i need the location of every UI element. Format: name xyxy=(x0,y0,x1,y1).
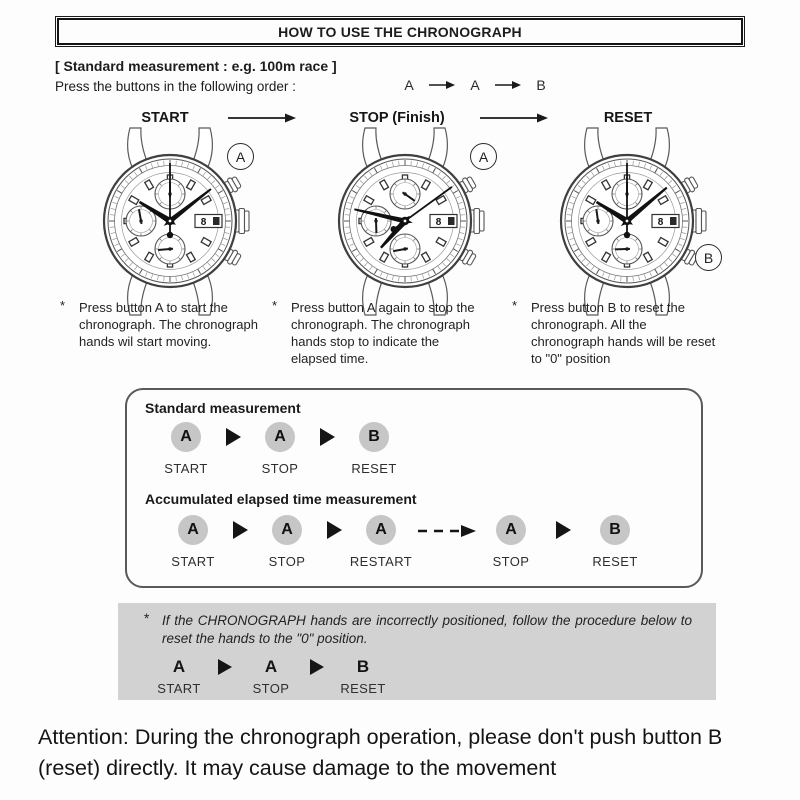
instruction-text: Press the buttons in the following order : xyxy=(55,79,296,94)
flow-step xyxy=(151,422,221,476)
arrow-right-icon xyxy=(310,659,324,675)
button-a-badge: A xyxy=(171,422,201,452)
sequence-button-b: B xyxy=(536,77,546,93)
bullet-icon: * xyxy=(512,298,518,313)
flow-step xyxy=(245,422,315,476)
step-title-start: START xyxy=(141,110,189,126)
flow-step xyxy=(158,515,228,569)
step-label: STOP xyxy=(492,554,530,569)
watch-illustration-reset xyxy=(527,124,727,319)
button-b-label: B xyxy=(356,657,370,676)
bullet-icon: * xyxy=(144,611,150,626)
sequence-button-a2: A xyxy=(470,77,480,93)
step-description-reset xyxy=(512,299,724,367)
standard-flow xyxy=(145,422,701,476)
button-sequence xyxy=(398,77,552,93)
arrow-right-icon xyxy=(233,521,248,539)
step-label: RESTART xyxy=(349,554,413,569)
date-numeral: 8 xyxy=(435,217,442,228)
flow-step xyxy=(252,515,322,569)
reset-procedure-note-box xyxy=(118,603,716,700)
watch-illustration-start xyxy=(70,124,270,319)
flow-step xyxy=(339,422,409,476)
standard-measurement-heading: Standard measurement xyxy=(145,400,301,416)
step-description-start xyxy=(60,299,272,350)
accumulated-flow xyxy=(145,515,701,569)
button-a-badge: A xyxy=(496,515,526,545)
button-a-label: A xyxy=(264,657,278,676)
measurement-flow-box xyxy=(125,388,703,588)
note-body: If the CHRONOGRAPH hands are incorrectly positioned, follow the procedure below to reset the hands to the "0" position. xyxy=(162,613,692,646)
button-a-badge: A xyxy=(265,422,295,452)
flow-step xyxy=(236,656,306,696)
step-title-reset: RESET xyxy=(603,110,653,126)
step-label: STOP xyxy=(261,461,299,476)
right-arrow-icon xyxy=(480,112,548,124)
description-text: Press button A again to stop the chronograph. The chronograph hands stop to indicate the elapsed time. xyxy=(291,300,475,366)
flow-step xyxy=(328,656,398,696)
date-numeral: 8 xyxy=(200,217,207,228)
description-text: Press button B to reset the chronograph. All the chronograph hands will be reset to "0" position xyxy=(531,300,716,366)
flow-step xyxy=(476,515,546,569)
button-b-badge: B xyxy=(600,515,630,545)
step-title-stop: STOP (Finish) xyxy=(349,110,445,126)
button-a-label: A xyxy=(172,657,186,676)
arrow-right-icon xyxy=(218,659,232,675)
note-text xyxy=(142,612,692,648)
accumulated-measurement-heading: Accumulated elapsed time measurement xyxy=(145,491,417,507)
bullet-icon: * xyxy=(60,298,66,313)
step-label: RESET xyxy=(351,461,397,476)
arrow-right-icon xyxy=(226,428,241,446)
step-label: START xyxy=(171,554,215,569)
button-a-badge: A xyxy=(178,515,208,545)
right-arrow-icon xyxy=(228,112,296,124)
reset-flow xyxy=(142,656,692,696)
right-arrow-icon xyxy=(429,80,455,90)
step-label: START xyxy=(164,461,208,476)
arrow-right-icon xyxy=(327,521,342,539)
step-label: RESET xyxy=(340,681,386,696)
title-box xyxy=(55,16,745,47)
button-a-badge: A xyxy=(272,515,302,545)
pusher-a-badge: A xyxy=(470,143,497,170)
watch-drawing xyxy=(527,124,727,319)
step-label: RESET xyxy=(592,554,638,569)
pusher-b-badge: B xyxy=(695,244,722,271)
dashed-arrow-icon xyxy=(416,524,476,538)
flow-step xyxy=(580,515,650,569)
arrow-right-icon xyxy=(320,428,335,446)
step-description-stop xyxy=(272,299,484,367)
step-label: STOP xyxy=(268,554,306,569)
attention-text: Attention: During the chronograph operation, please don't push button B (reset) directly. It may cause damage to the movement xyxy=(38,725,723,780)
description-text: Press button A to start the chronograph. The chronograph hands wil start moving. xyxy=(79,300,258,349)
pusher-a-badge: A xyxy=(227,143,254,170)
flow-step xyxy=(144,656,214,696)
button-a-badge: A xyxy=(366,515,396,545)
step-label: STOP xyxy=(252,681,290,696)
date-numeral: 8 xyxy=(657,217,664,228)
sequence-button-a: A xyxy=(404,77,414,93)
bullet-icon: * xyxy=(272,298,278,313)
section-heading: [ Standard measurement : e.g. 100m race ] xyxy=(55,58,337,74)
flow-step xyxy=(346,515,416,569)
arrow-right-icon xyxy=(556,521,571,539)
button-b-badge: B xyxy=(359,422,389,452)
page-title: HOW TO USE THE CHRONOGRAPH xyxy=(57,18,743,45)
watch-illustration-stop xyxy=(305,124,505,319)
step-label: START xyxy=(157,681,201,696)
right-arrow-icon xyxy=(495,80,521,90)
